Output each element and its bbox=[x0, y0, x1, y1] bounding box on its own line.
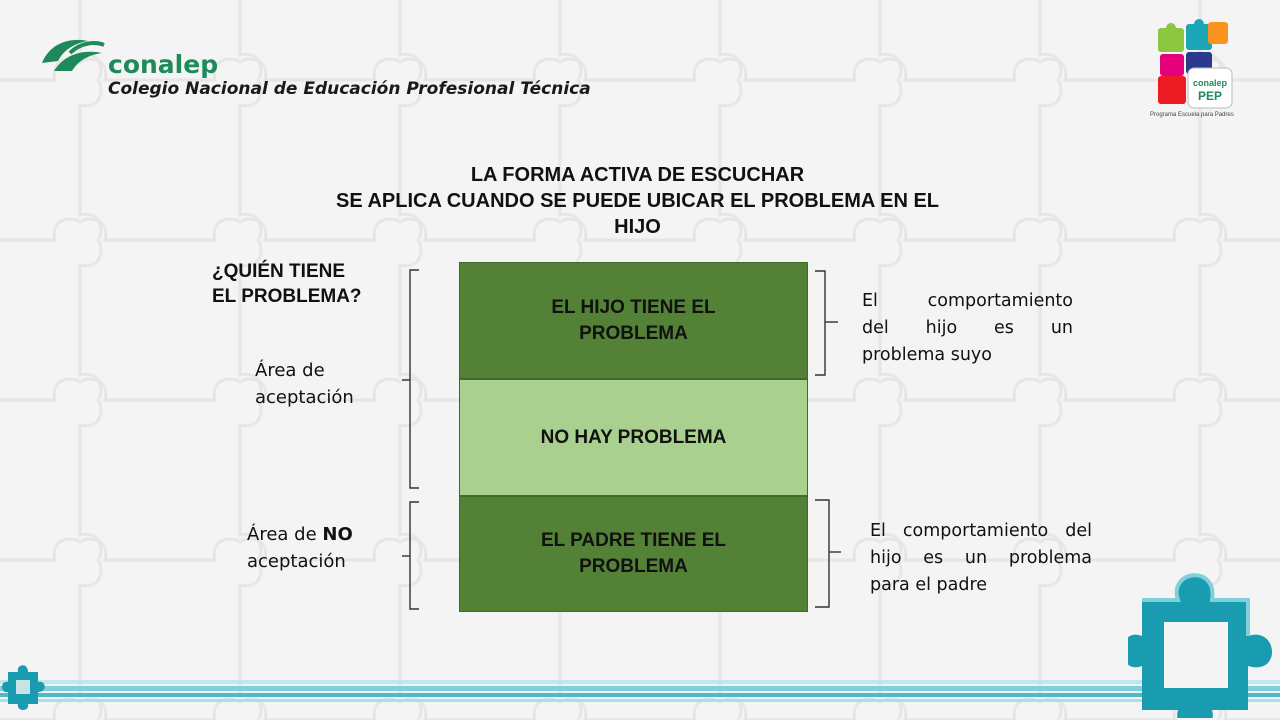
title-line: LA FORMA ACTIVA DE ESCUCHAR bbox=[470, 164, 805, 186]
acceptance-area-label bbox=[255, 357, 354, 411]
left-bracket-acceptance bbox=[410, 270, 419, 488]
label-line: problema suyo bbox=[862, 345, 992, 365]
label-line: aceptación bbox=[247, 551, 346, 572]
institution-name: Colegio Nacional de Educación Profesional Técnica bbox=[108, 79, 591, 99]
label-line: aceptación bbox=[255, 387, 354, 408]
child-behavior-label bbox=[862, 288, 1073, 369]
decor-stripe bbox=[0, 686, 1280, 691]
box-text: EL HIJO TIENE EL bbox=[551, 296, 716, 318]
small-puzzle-icon bbox=[2, 660, 50, 712]
box-text: PROBLEMA bbox=[579, 322, 688, 344]
box-text: EL PADRE TIENE EL bbox=[540, 530, 727, 551]
label-line: El comportamiento bbox=[862, 291, 1073, 311]
pep-brand-text: conalep bbox=[1192, 78, 1228, 88]
box-text: NO HAY PROBLEMA bbox=[540, 426, 727, 448]
question-line: EL PROBLEMA? bbox=[212, 286, 362, 307]
label-line: El comportamiento del bbox=[870, 521, 1092, 541]
decor-stripe bbox=[0, 680, 1280, 684]
right-bracket-child bbox=[815, 271, 825, 375]
label-line: del hijo es un bbox=[862, 318, 1073, 338]
pep-caption: Programa Escuela para Padres bbox=[1150, 112, 1234, 118]
decor-stripe bbox=[0, 699, 1280, 702]
parent-behavior-label bbox=[870, 518, 1092, 599]
title-line: SE APLICA CUANDO SE PUEDE UBICAR EL PROBLEMA EN EL bbox=[335, 190, 940, 212]
decor-stripe bbox=[0, 693, 1280, 697]
brand-name: conalep bbox=[108, 50, 219, 79]
title-line: HIJO bbox=[614, 216, 661, 238]
box-text: PROBLEMA bbox=[579, 556, 688, 577]
label-line: hijo es un problema bbox=[870, 548, 1092, 568]
question-line: ¿QUIÉN TIENE bbox=[212, 261, 346, 282]
left-bracket-no-acceptance bbox=[410, 502, 419, 609]
pep-badge-text: PEP bbox=[1197, 89, 1223, 103]
large-puzzle-icon bbox=[1128, 560, 1278, 718]
right-bracket-parent bbox=[815, 500, 829, 607]
label-prefix: Área de bbox=[247, 524, 323, 545]
no-acceptance-area-label bbox=[247, 521, 353, 575]
label-bold: NO bbox=[322, 524, 353, 545]
label-line: Área de bbox=[255, 360, 325, 381]
label-line: para el padre bbox=[870, 575, 988, 595]
